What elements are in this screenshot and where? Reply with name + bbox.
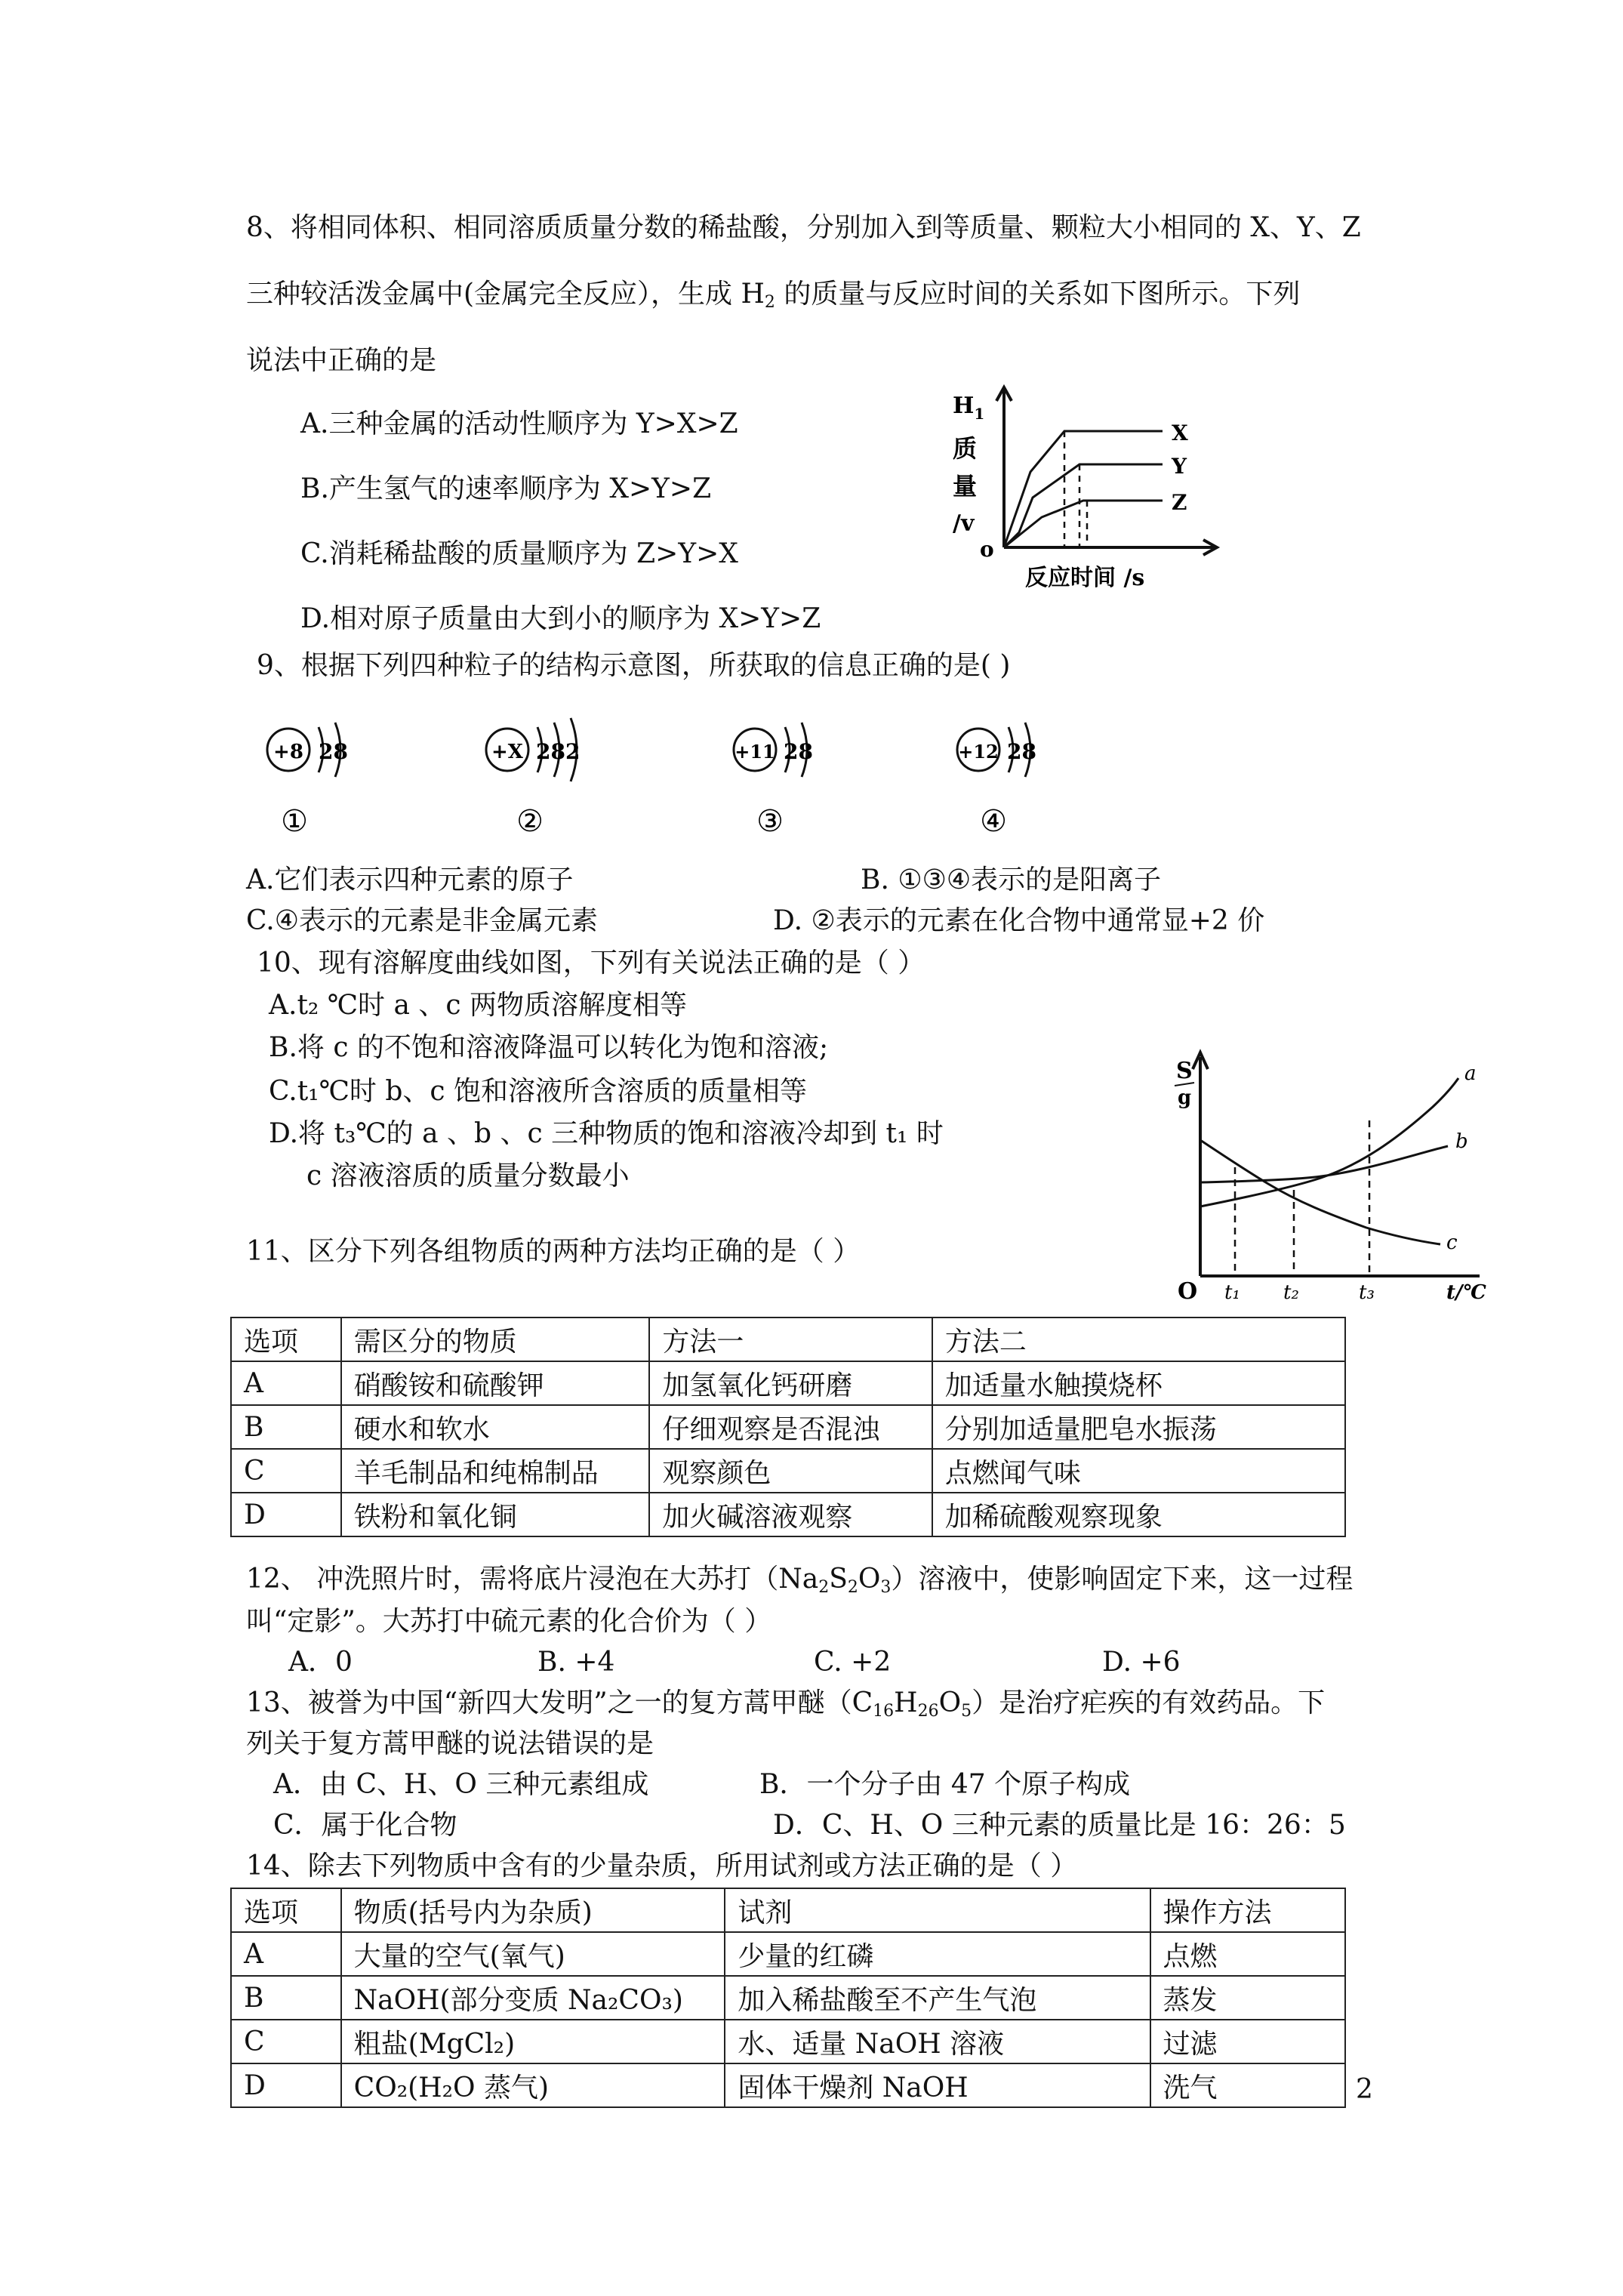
q8-ylabel-line1: 质 <box>953 434 978 463</box>
table-cell: D <box>231 1493 341 1536</box>
q8-origin-label: o <box>980 537 994 562</box>
table-header-cell: 操作方法 <box>1150 1888 1345 1932</box>
table-cell: 过滤 <box>1150 2020 1345 2063</box>
q10-option-d-line1: D.将 t₃℃的 a 、b 、c 三种物质的饱和溶液冷却到 t₁ 时 <box>269 1118 944 1149</box>
table-cell: 大量的空气(氧气) <box>341 1932 725 1976</box>
particle-4-nucleus: +12 <box>958 741 999 763</box>
particle-3-shells: 28 <box>784 739 813 764</box>
table-cell: CO₂(H₂O 蒸气) <box>341 2063 725 2107</box>
table-row <box>231 1361 1345 1405</box>
q10-option-b: B.将 c 的不饱和溶液降温可以转化为饱和溶液; <box>269 1032 829 1063</box>
table-header-cell: 选项 <box>231 1888 341 1932</box>
q13-option-a: A．由 C、H、O 三种元素组成 <box>273 1769 649 1800</box>
q10-ylabel-s: S <box>1176 1058 1193 1084</box>
table-cell: 加火碱溶液观察 <box>649 1493 932 1536</box>
q8-series-label-y: Y <box>1172 454 1187 479</box>
q13-stem-line1: 13、被誉为中国“新四大发明”之一的复方蒿甲醚$(C_{16}H_{26}O_5)$是治疗疟疾的有效药品。下 <box>246 1687 1326 1721</box>
table-header-cell: 试剂 <box>725 1888 1150 1932</box>
table-header-cell: 选项 <box>231 1318 341 1361</box>
q8-ylabel-h: $H_1$ <box>953 393 985 423</box>
q8-ylabel-line3: /v <box>953 510 975 537</box>
q10-stem: 10、现有溶解度曲线如图，下列有关说法正确的是（ ） <box>257 948 925 978</box>
table-cell: C <box>231 1449 341 1493</box>
table-header-row <box>231 1318 1345 1361</box>
q10-option-a: A.t₂ ℃时 a 、c 两物质溶解度相等 <box>269 990 688 1021</box>
particle-2-shells: 282 <box>536 739 581 764</box>
particle-3-number: ③ <box>756 804 784 839</box>
q12-stem-line1: 12、 冲洗照片时，需将底片浸泡在大苏打$(Na_2S_2O_3)$溶液中，使影响固定下来，这一过程 <box>246 1564 1354 1597</box>
table-cell: 分别加适量肥皂水振荡 <box>932 1405 1345 1449</box>
q10-curve-c <box>1200 1140 1440 1244</box>
particle-4-shells: 28 <box>1007 739 1036 764</box>
table-cell: A <box>231 1932 341 1976</box>
q9-option-a: A.它们表示四种元素的原子 <box>246 864 574 895</box>
table-cell: 加稀硫酸观察现象 <box>932 1493 1345 1536</box>
table-cell: NaOH(部分变质 Na₂CO₃) <box>341 1976 725 2020</box>
q10-curve-a <box>1200 1078 1458 1207</box>
table-header-cell: 需区分的物质 <box>341 1318 650 1361</box>
q10-tick-t2: t₂ <box>1283 1281 1299 1304</box>
particle-1-shells: 28 <box>319 739 348 764</box>
particle-4 <box>957 723 1036 839</box>
q8-xlabel: 反应时间 /s <box>1025 565 1145 591</box>
table-header-row <box>231 1888 1345 1932</box>
table-row <box>231 1932 1345 1976</box>
q14-table <box>230 1888 1346 2108</box>
q10-series-label-a: a <box>1464 1062 1477 1085</box>
table-row <box>231 1449 1345 1493</box>
table-cell: 铁粉和氧化铜 <box>341 1493 650 1536</box>
q13-stem-line2: 列关于复方蒿甲醚的说法错误的是 <box>246 1728 654 1759</box>
table-row <box>231 1493 1345 1536</box>
q10-ylabel-g: g <box>1178 1086 1192 1109</box>
q9-option-b: B. ①③④表示的是阳离子 <box>861 864 1162 895</box>
q10-option-d-line2: c 溶液溶质的质量分数最小 <box>306 1160 630 1191</box>
particle-4-number: ④ <box>980 804 1007 839</box>
q12-option-c: C. +2 <box>814 1647 892 1678</box>
q12-option-b: B. +4 <box>537 1647 615 1678</box>
table-cell: 水、适量 NaOH 溶液 <box>725 2020 1150 2063</box>
table-cell: 点燃闻气味 <box>932 1449 1345 1493</box>
particle-1 <box>267 723 348 839</box>
q9-option-d: D. ②表示的元素在化合物中通常显+2 价 <box>773 905 1265 936</box>
table-cell: C <box>231 2020 341 2063</box>
q12-option-a: A．0 <box>288 1647 353 1678</box>
table-cell: 点燃 <box>1150 1932 1345 1976</box>
q12-option-d: D. +6 <box>1102 1647 1181 1678</box>
q12-stem-line2: 叫“定影”。大苏打中硫元素的化合价为（ ） <box>246 1606 772 1637</box>
q8-option-a: A.三种金属的活动性顺序为 Y>X>Z <box>300 408 738 439</box>
table-cell: 加氢氧化钙研磨 <box>649 1361 932 1405</box>
q13-option-c: C．属于化合物 <box>273 1810 457 1841</box>
table-cell: 加入稀盐酸至不产生气泡 <box>725 1976 1150 2020</box>
q8-series-label-z: Z <box>1172 490 1187 515</box>
q10-series-label-b: b <box>1455 1130 1468 1153</box>
table-cell: 观察颜色 <box>649 1449 932 1493</box>
q9-stem: 9、根据下列四种粒子的结构示意图，所获取的信息正确的是( ) <box>257 650 1011 681</box>
q10-option-c: C.t₁℃时 b、c 饱和溶液所含溶质的质量相等 <box>269 1076 807 1107</box>
q8-curve-x <box>1004 431 1163 547</box>
q10-tick-t3: t₃ <box>1359 1281 1375 1304</box>
particle-2 <box>486 718 580 839</box>
table-cell: 粗盐(MgCl₂) <box>341 2020 725 2063</box>
q9-option-c: C.④表示的元素是非金属元素 <box>246 905 598 936</box>
q8-ylabel-line2: 量 <box>953 472 978 501</box>
table-cell: 少量的红磷 <box>725 1932 1150 1976</box>
q8-stem-line1: 8、将相同体积、相同溶质质量分数的稀盐酸，分别加入到等质量、颗粒大小相同的 X、Y、Z <box>246 212 1361 243</box>
table-header-cell: 方法二 <box>932 1318 1345 1361</box>
q8-stem-line3: 说法中正确的是 <box>246 345 437 376</box>
particle-1-nucleus: +8 <box>273 741 303 763</box>
q8-option-b: B.产生氢气的速率顺序为 X>Y>Z <box>300 473 712 504</box>
q8-series-label-x: X <box>1172 421 1188 445</box>
q13-option-b: B．一个分子由 47 个原子构成 <box>759 1769 1131 1800</box>
particle-1-number: ① <box>281 804 308 839</box>
q11-stem: 11、区分下列各组物质的两种方法均正确的是（ ） <box>246 1236 861 1267</box>
q10-tick-t1: t₁ <box>1224 1281 1240 1304</box>
table-cell: D <box>231 2063 341 2107</box>
table-cell: 固体干燥剂 NaOH <box>725 2063 1150 2107</box>
table-cell: 洗气 <box>1150 2063 1345 2107</box>
q8-option-c: C.消耗稀盐酸的质量顺序为 Z>Y>X <box>300 538 738 569</box>
particle-2-nucleus: +X <box>491 741 523 763</box>
q8-stem-line2: 三种较活泼金属中(金属完全反应），生成 $H_2$ 的质量与反应时间的关系如下图所示。下列 <box>246 279 1301 312</box>
q9-particle-diagrams <box>249 713 1102 849</box>
q10-xlabel: t/℃ <box>1446 1281 1486 1304</box>
table-row <box>231 2063 1345 2107</box>
q10-series-label-c: c <box>1446 1231 1458 1254</box>
table-cell: 加适量水触摸烧杯 <box>932 1361 1345 1405</box>
table-row <box>231 1405 1345 1449</box>
table-cell: A <box>231 1361 341 1405</box>
particle-3 <box>734 723 813 839</box>
q11-table <box>230 1317 1346 1537</box>
q8-option-d: D.相对原子质量由大到小的顺序为 X>Y>Z <box>300 603 821 634</box>
table-cell: 蒸发 <box>1150 1976 1345 2020</box>
q10-solubility-graph <box>1110 1034 1532 1321</box>
table-cell: 硬水和软水 <box>341 1405 650 1449</box>
q13-option-d: D．C、H、O 三种元素的质量比是 16：26：5 <box>773 1810 1346 1841</box>
table-row <box>231 2020 1345 2063</box>
particle-3-nucleus: +11 <box>735 741 775 763</box>
table-cell: 硝酸铵和硫酸钾 <box>341 1361 650 1405</box>
q10-origin-label: O <box>1178 1278 1198 1305</box>
q8-hydrogen-mass-graph <box>944 381 1230 600</box>
table-header-cell: 方法一 <box>649 1318 932 1361</box>
table-row <box>231 1976 1345 2020</box>
page-number: 2 <box>1356 2074 1373 2105</box>
table-cell: 仔细观察是否混浊 <box>649 1405 932 1449</box>
q14-stem: 14、除去下列物质中含有的少量杂质，所用试剂或方法正确的是（ ） <box>246 1851 1078 1881</box>
table-cell: 羊毛制品和纯棉制品 <box>341 1449 650 1493</box>
table-cell: B <box>231 1976 341 2020</box>
particle-2-number: ② <box>516 804 544 839</box>
table-header-cell: 物质(括号内为杂质) <box>341 1888 725 1932</box>
table-cell: B <box>231 1405 341 1449</box>
